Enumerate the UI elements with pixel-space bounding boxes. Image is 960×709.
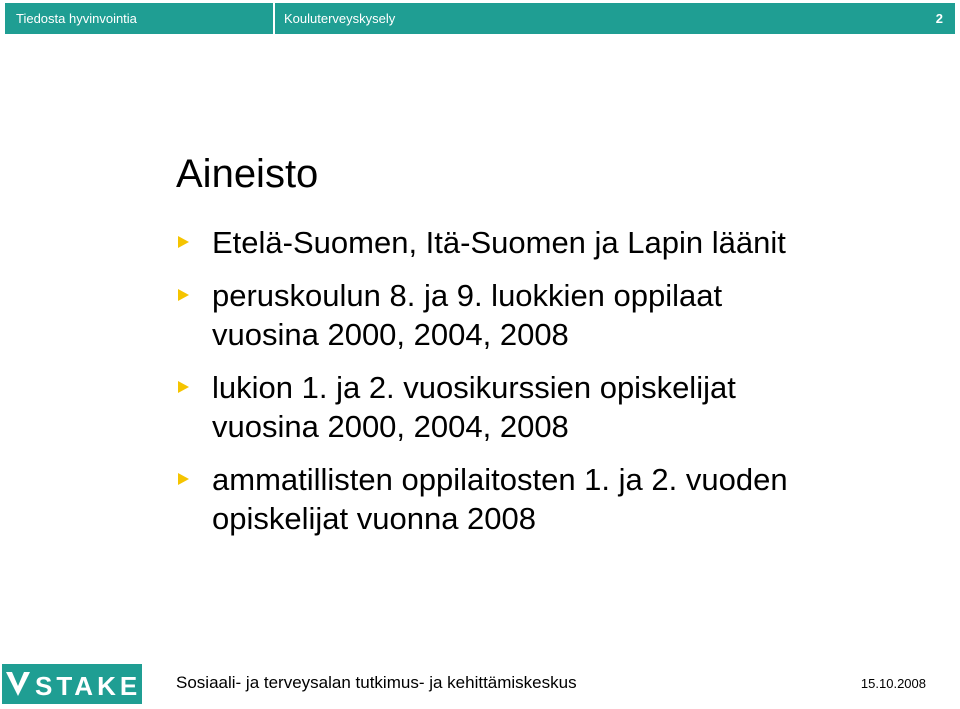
bullet-list xyxy=(176,223,936,552)
bullet-text-line2: vuosina 2000, 2004, 2008 xyxy=(212,409,569,444)
footer-organization: Sosiaali- ja terveysalan tutkimus- ja kehittämiskeskus xyxy=(176,673,577,692)
logo-text: STAKES xyxy=(35,671,163,701)
bullet-dot-icon xyxy=(176,235,190,249)
header-bar xyxy=(0,0,960,36)
header-left-title: Tiedosta hyvinvointia xyxy=(16,11,137,26)
page-number: 2 xyxy=(935,11,943,26)
header-left-panel xyxy=(5,3,273,34)
bullet-item xyxy=(176,460,936,538)
bullet-dot-icon xyxy=(176,472,190,486)
slide-title: Aineisto xyxy=(176,152,319,196)
header-right-panel xyxy=(275,3,955,34)
bullet-item xyxy=(176,368,936,446)
header-right-title: Kouluterveyskysely xyxy=(284,11,396,26)
bullet-text-line1: lukion 1. ja 2. vuosikurssien opiskelijat xyxy=(212,370,736,405)
stakes-logo-icon xyxy=(2,664,163,704)
bullet-text-line1: ammatillisten oppilaitosten 1. ja 2. vuoden xyxy=(212,462,788,497)
bullet-text-line1: Etelä-Suomen, Itä-Suomen ja Lapin läänit xyxy=(212,225,786,260)
stakes-logo xyxy=(2,664,163,704)
bullet-text-line1: peruskoulun 8. ja 9. luokkien oppilaat xyxy=(212,278,723,313)
bullet-item xyxy=(176,276,936,354)
bullet-item xyxy=(176,223,936,262)
bullet-dot-icon xyxy=(176,380,190,394)
footer-date: 15.10.2008 xyxy=(860,676,926,691)
bullet-text-line2: opiskelijat vuonna 2008 xyxy=(212,501,537,536)
bullet-dot-icon xyxy=(176,288,190,302)
bullet-text-line2: vuosina 2000, 2004, 2008 xyxy=(212,317,569,352)
